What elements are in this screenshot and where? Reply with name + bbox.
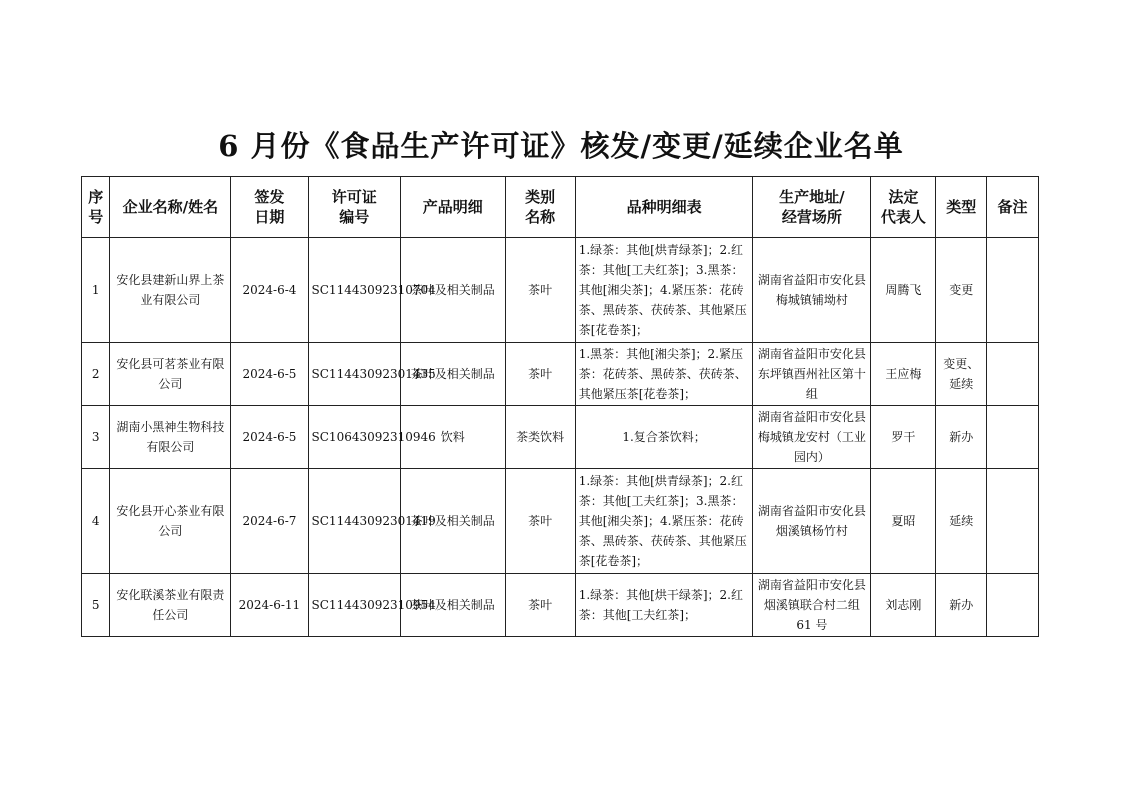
cell-company: 安化县建新山界上茶业有限公司 (110, 238, 231, 343)
header-rep: 法定 代表人 (871, 177, 936, 238)
header-license: 许可证 编号 (308, 177, 400, 238)
header-product: 产品明细 (400, 177, 505, 238)
cell-no: 1 (82, 238, 110, 343)
cell-varieties: 1.绿茶：其他[烘干绿茶]；2.红茶：其他[工夫红茶]； (575, 574, 753, 637)
cell-date: 2024-6-5 (231, 406, 308, 469)
cell-no: 5 (82, 574, 110, 637)
cell-type: 新办 (936, 574, 987, 637)
document-title: 6 月份《食品生产许可证》核发/变更/延续企业名单 (218, 129, 904, 163)
cell-rep: 王应梅 (871, 343, 936, 406)
cell-no: 2 (82, 343, 110, 406)
cell-address: 湖南省益阳市安化县烟溪镇联合村二组 61 号 (753, 574, 871, 637)
cell-type: 延续 (936, 469, 987, 574)
cell-category: 茶叶 (505, 238, 575, 343)
table-row (82, 406, 1039, 469)
cell-date: 2024-6-5 (231, 343, 308, 406)
cell-license: SC11443092310954 (308, 574, 400, 637)
table-row (82, 343, 1039, 406)
cell-category: 茶叶 (505, 469, 575, 574)
cell-date: 2024-6-7 (231, 469, 308, 574)
header-company: 企业名称/姓名 (110, 177, 231, 238)
table-row (82, 238, 1039, 343)
cell-varieties: 1.复合茶饮料； (575, 406, 753, 469)
cell-product: 茶叶及相关制品 (400, 343, 505, 406)
cell-note (987, 469, 1039, 574)
cell-type: 新办 (936, 406, 987, 469)
cell-rep: 夏昭 (871, 469, 936, 574)
cell-rep: 刘志刚 (871, 574, 936, 637)
cell-license: SC11443092301419 (308, 469, 400, 574)
cell-company: 安化县可茗茶业有限公司 (110, 343, 231, 406)
cell-product: 茶叶及相关制品 (400, 469, 505, 574)
header-row (82, 177, 1039, 238)
cell-address: 湖南省益阳市安化县东坪镇酉州社区第十组 (753, 343, 871, 406)
header-no: 序 号 (82, 177, 110, 238)
cell-no: 4 (82, 469, 110, 574)
header-address: 生产地址/ 经营场所 (753, 177, 871, 238)
table-row (82, 469, 1039, 574)
cell-no: 3 (82, 406, 110, 469)
header-category: 类别 名称 (505, 177, 575, 238)
license-table (81, 176, 1039, 637)
cell-product: 茶叶及相关制品 (400, 238, 505, 343)
cell-company: 安化县开心茶业有限公司 (110, 469, 231, 574)
cell-license: SC11443092310704 (308, 238, 400, 343)
cell-type: 变更、延续 (936, 343, 987, 406)
cell-varieties: 1.绿茶：其他[烘青绿茶]；2.红茶：其他[工夫红茶]；3.黑茶：其他[湘尖茶]；4.紧压茶：花砖茶、黑砖茶、茯砖茶、其他紧压茶[花卷茶]； (575, 238, 753, 343)
cell-address: 湖南省益阳市安化县梅城镇龙安村（工业园内） (753, 406, 871, 469)
cell-note (987, 238, 1039, 343)
cell-license: SC10643092310946 (308, 406, 400, 469)
cell-category: 茶类饮料 (505, 406, 575, 469)
header-varieties: 品种明细表 (575, 177, 753, 238)
cell-category: 茶叶 (505, 574, 575, 637)
cell-rep: 周腾飞 (871, 238, 936, 343)
cell-company: 湖南小黑神生物科技有限公司 (110, 406, 231, 469)
cell-address: 湖南省益阳市安化县烟溪镇杨竹村 (753, 469, 871, 574)
cell-date: 2024-6-4 (231, 238, 308, 343)
header-note: 备注 (987, 177, 1039, 238)
table-row (82, 574, 1039, 637)
cell-product: 饮料 (400, 406, 505, 469)
cell-product: 茶叶及相关制品 (400, 574, 505, 637)
cell-license: SC11443092301435 (308, 343, 400, 406)
cell-note (987, 343, 1039, 406)
cell-rep: 罗干 (871, 406, 936, 469)
cell-address: 湖南省益阳市安化县梅城镇铺坳村 (753, 238, 871, 343)
cell-category: 茶叶 (505, 343, 575, 406)
cell-varieties: 1.绿茶：其他[烘青绿茶]；2.红茶：其他[工夫红茶]；3.黑茶：其他[湘尖茶]；4.紧压茶：花砖茶、黑砖茶、茯砖茶、其他紧压茶[花卷茶]； (575, 469, 753, 574)
cell-note (987, 574, 1039, 637)
cell-date: 2024-6-11 (231, 574, 308, 637)
header-date: 签发 日期 (231, 177, 308, 238)
cell-note (987, 406, 1039, 469)
cell-company: 安化联溪茶业有限责任公司 (110, 574, 231, 637)
cell-type: 变更 (936, 238, 987, 343)
cell-varieties: 1.黑茶：其他[湘尖茶]；2.紧压茶：花砖茶、黑砖茶、茯砖茶、其他紧压茶[花卷茶]； (575, 343, 753, 406)
header-type: 类型 (936, 177, 987, 238)
